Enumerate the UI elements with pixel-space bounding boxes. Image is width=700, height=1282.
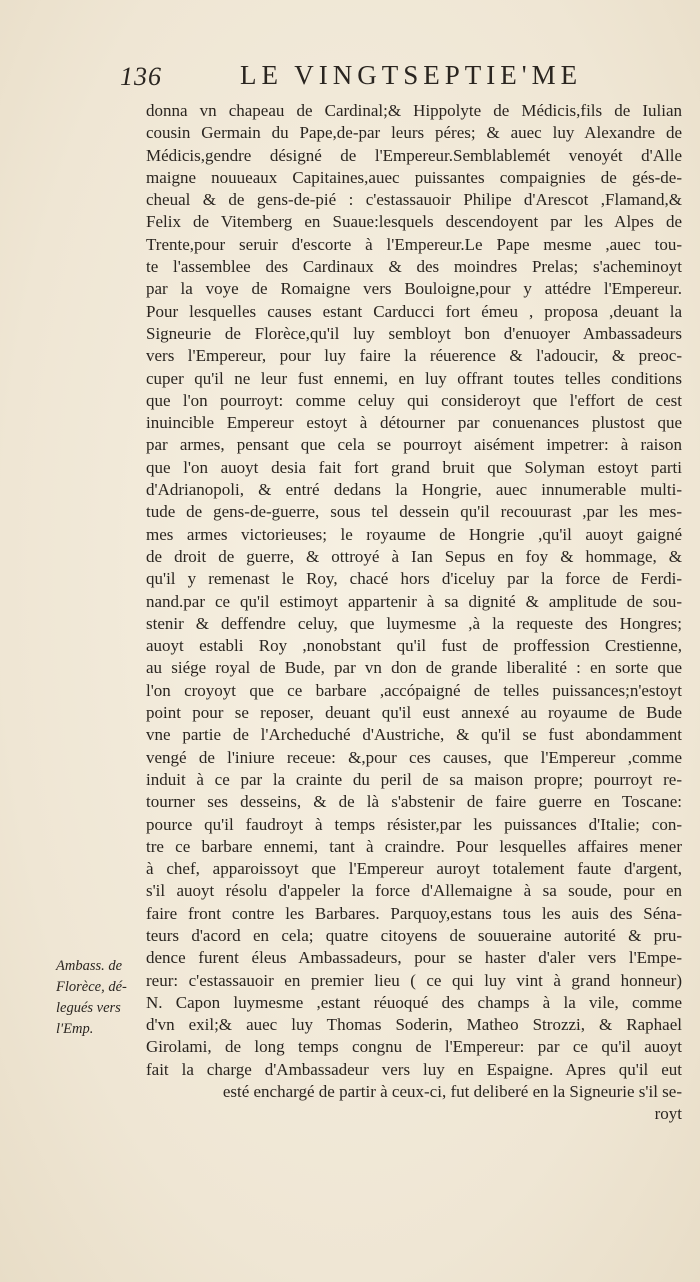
text-line: d'Adrianopoli, & entré dedans la Hongrie, auec innumerable multi- — [146, 480, 682, 500]
text-line: nand.par ce qu'il estimoyt appartenir à sa dignité & amplitude de sou- — [146, 591, 682, 611]
text-line: par armes, pensant que cela se pourroyt aisément impetrer: à raison — [146, 435, 682, 455]
text-line: fait la charge d'Ambassadeur vers luy en Espaigne. Apres qu'il eut — [146, 1059, 682, 1079]
text-line: vengé de l'iniure receue: &,pour ces causes, que l'Empereur ,comme — [146, 747, 682, 767]
page-number: 136 — [120, 62, 162, 91]
text-line: par la voye de Romaigne vers Bouloigne,pour y attédre l'Empereur. — [146, 279, 682, 299]
text-line: cousin Germain du Pape,de-par leurs péres; & auec luy Alexandre de — [146, 123, 682, 143]
margin-note-line: legués vers — [56, 1000, 121, 1016]
text-line: à chef, apparoissoyt que l'Empereur auroyt totalement faute d'argent, — [146, 859, 682, 879]
text-line: tre ce barbare ennemi, tant à craindre. Pour lesquelles affaires mener — [146, 836, 682, 856]
text-line: Girolami, de long temps congnu de l'Empereur: par ce qu'il auoyt — [146, 1037, 682, 1057]
margin-note-line: Florèce, dé- — [56, 979, 127, 995]
text-line: N. Capon luymesme ,estant réuoqué des champs à la vile, comme — [146, 992, 682, 1012]
body-text — [146, 100, 682, 1126]
text-line: induit à ce par la crainte du peril de sa maison propre; pourroyt re- — [146, 769, 682, 789]
text-line: te l'assemblee des Cardinaux & des moindres Prelas; s'acheminoyt — [146, 257, 682, 277]
text-line: d'vn exil;& auec luy Thomas Soderin, Matheo Strozzi, & Raphael — [146, 1015, 682, 1035]
text-line: vers l'Empereur, pour luy faire la réuerence & l'adoucir, & preoc- — [146, 346, 682, 366]
text-line: Trente,pour seruir d'escorte à l'Empereur.Le Pape mesme ,auec tou- — [146, 234, 682, 254]
text-line: de droit de guerre, & ottroyé à Ian Sepus en foy & hommage, & — [146, 546, 682, 566]
text-line: Felix de Vitemberg en Suaue:lesquels descendoyent par les Alpes de — [146, 212, 682, 232]
margin-note-line: Ambass. de — [56, 958, 123, 974]
text-line: cheual & de gens-de-pié : c'estassauoir Philipe d'Arescot ,Flamand,& — [146, 190, 682, 210]
margin-note-line: l'Emp. — [56, 1021, 94, 1037]
text-line: vne partie de l'Archeduché d'Austriche, & qu'il se fust abondamment — [146, 725, 682, 745]
text-line: esté enchargé de partir à ceux-ci, fut deliberé en la Signeurie s'il se- — [222, 1082, 682, 1102]
text-line: dence furent éleus Ambassadeurs, pour se haster d'aler vers l'Empe- — [146, 948, 682, 968]
running-head: LE VINGTSEPTIE'ME — [240, 60, 583, 90]
text-line: au siége royal de Bude, par vn don de grande liberalité : en sorte que — [146, 658, 682, 678]
text-line: pource qu'il faudroyt à temps résister,par les puissances d'Italie; con- — [146, 814, 682, 834]
text-line: que l'on auoyt desia fait fort grand bruit que Solyman estoyt parti — [146, 457, 682, 477]
text-line: inuincible Empereur estoyt à détourner par conuenances plustost que — [146, 413, 682, 433]
text-line: reur: c'estassauoir en premier lieu ( ce qui luy vint à grand honneur) — [146, 970, 682, 990]
text-line: maigne nouueaux Capitaines,auec puissantes compaignies de gés-de- — [146, 167, 682, 187]
text-line: tude de gens-de-guerre, sous tel dessein qu'il recouurast ,par les mes- — [146, 502, 682, 522]
text-line: Signeurie de Florèce,qu'il luy sembloyt bon d'enuoyer Ambassadeurs — [146, 323, 682, 343]
text-line: auoyt establi Roy ,nonobstant qu'il fust de proffession Crestienne, — [146, 636, 682, 656]
text-line: donna vn chapeau de Cardinal;& Hippolyte de Médicis,fils de Iulian — [146, 101, 682, 120]
text-line: s'il auoyt résolu d'appeler la force d'Allemaigne à sa soude, pour en — [146, 881, 682, 901]
text-line: l'on croyoyt que ce barbare ,accópaigné de telles puissances;n'estoyt — [146, 680, 682, 700]
text-line: stenir & deffendre celuy, que luymesme ,à la requeste des Hongres; — [146, 613, 682, 633]
text-line: Pour lesquelles causes estant Carducci fort émeu , proposa ,deuant la — [146, 301, 682, 321]
text-line: teurs d'acord en cela; quatre citoyens de souueraine autorité & pru- — [146, 925, 682, 945]
margin-note — [56, 956, 142, 1040]
text-line: mes armes victorieuses; le royaume de Hongrie ,qu'il auoyt gaigné — [146, 524, 682, 544]
text-line: point pour se reposer, deuant qu'il eust annexé au royaume de Bude — [146, 703, 682, 723]
text-line: tourner ses desseins, & de là s'abstenir de faire guerre en Toscane: — [146, 792, 682, 812]
text-line: que l'on pourroyt: comme celuy qui consideroyt que l'effort de cest — [146, 390, 682, 410]
text-line: qu'il y remenast le Roy, chacé hors d'iceluy par la force de Ferdi- — [146, 569, 682, 589]
text-line: faire front contre les Barbares. Parquoy,estans tous les auis des Séna- — [146, 903, 682, 923]
text-line: cuper qu'il ne leur fust ennemi, en luy offrant toutes telles conditions — [146, 368, 682, 388]
catchword: royt — [654, 1104, 682, 1124]
page-header — [0, 60, 700, 94]
text-line: Médicis,gendre désigné de l'Empereur.Semblablemét venoyét d'Alle — [146, 145, 682, 165]
